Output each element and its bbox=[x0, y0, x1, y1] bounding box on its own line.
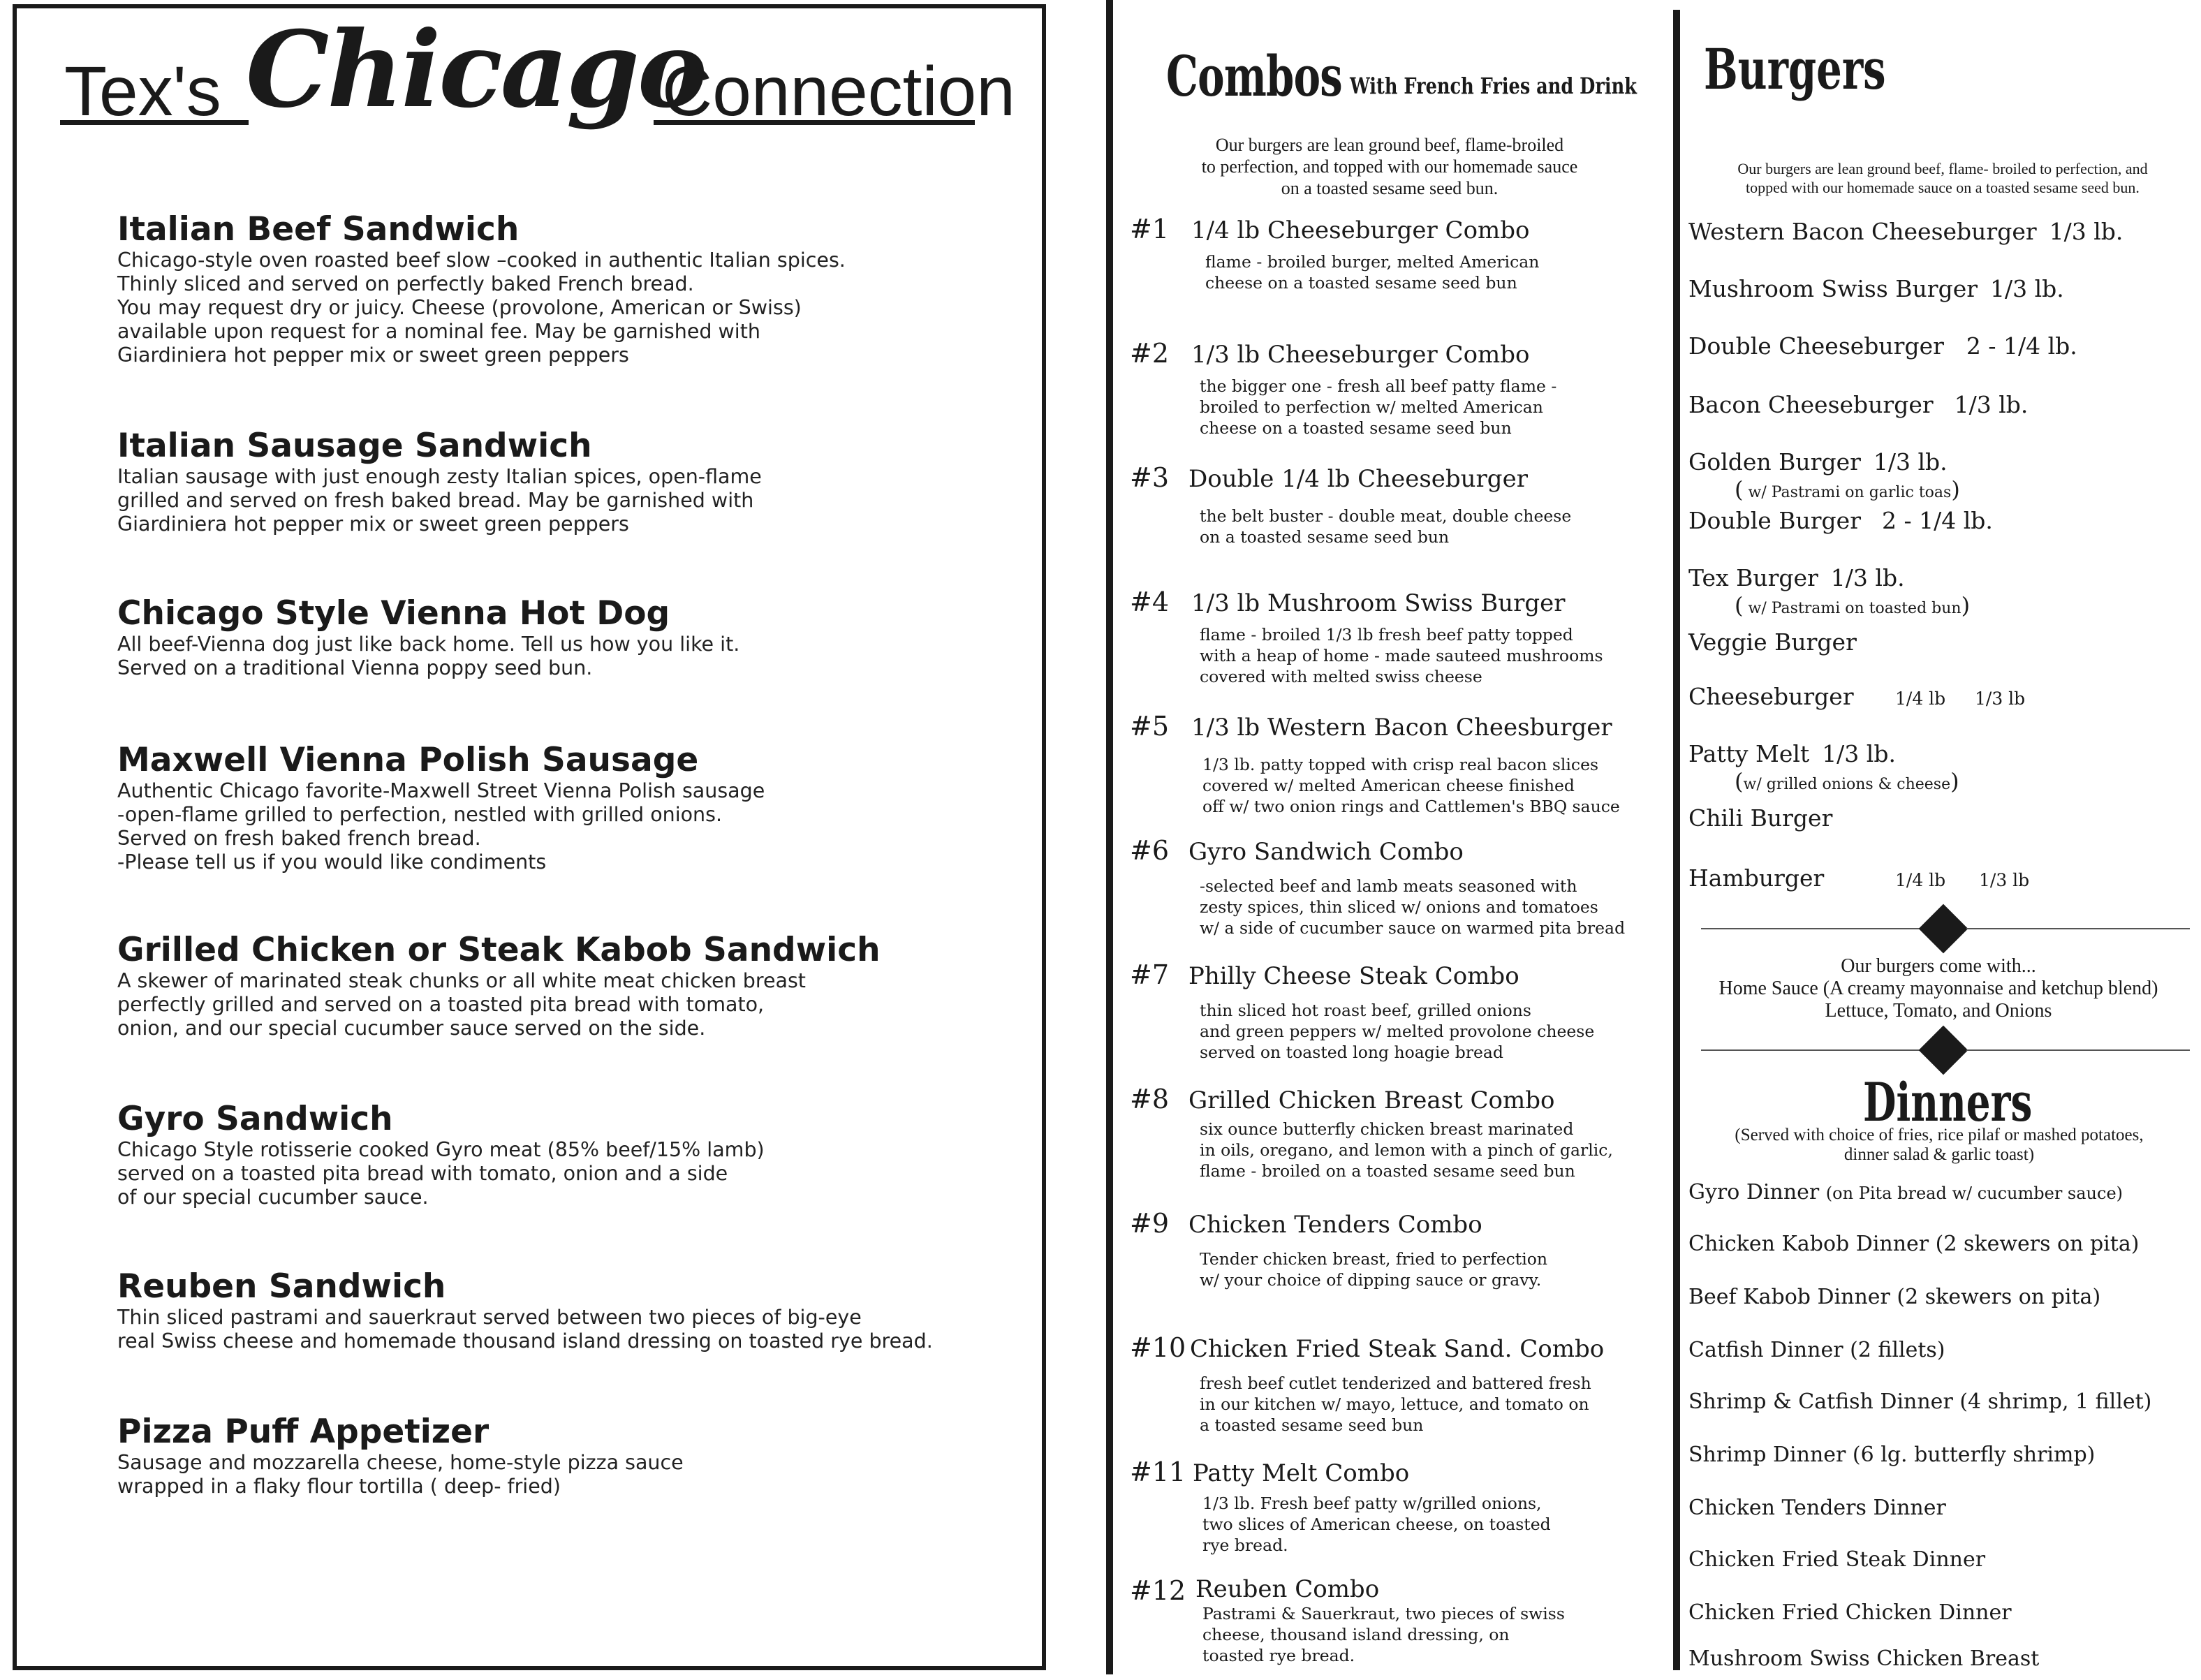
desc-line: covered w/ melted American cheese finished bbox=[1202, 776, 1575, 795]
desc-line: served on a toasted pita bread with tomato, onion and a side bbox=[117, 1162, 728, 1185]
desc-line: available upon request for a nominal fee. May be garnished with bbox=[117, 320, 760, 343]
burger-name: Double Burger bbox=[1688, 507, 1861, 534]
menu-item bbox=[117, 742, 997, 874]
size-option: 1/3 lb bbox=[1979, 870, 2030, 890]
combo-number: #5 bbox=[1130, 711, 1170, 742]
burger-item bbox=[1688, 740, 1896, 767]
burger-item bbox=[1688, 564, 1905, 591]
item-name: Gyro Sandwich bbox=[117, 1100, 393, 1138]
desc-line: cheese, thousand island dressing, on bbox=[1202, 1625, 1510, 1644]
intro-line: on a toasted sesame seed bun. bbox=[1281, 178, 1499, 198]
note-line: Lettuce, Tomato, and Onions bbox=[1825, 1000, 2052, 1022]
note-line: (Served with choice of fries, rice pilaf or mashed potatoes, bbox=[1735, 1126, 2144, 1144]
burger-item bbox=[1688, 218, 2123, 245]
note-text: w/ grilled onions & cheese bbox=[1743, 776, 1951, 793]
burger-name: Western Bacon Cheeseburger bbox=[1688, 218, 2037, 245]
burger-size: 1/3 lb. bbox=[1873, 448, 1948, 476]
dinner-name: Mushroom Swiss Chicken Breast bbox=[1688, 1646, 2040, 1671]
dinner-item bbox=[1688, 1547, 1985, 1572]
size-option: 1/3 lb bbox=[1975, 688, 2026, 709]
desc-line: a toasted sesame seed bun bbox=[1200, 1415, 1424, 1435]
desc-line: -open-flame grilled to perfection, nestled with grilled onions. bbox=[117, 803, 723, 826]
combo-name: Reuben Combo bbox=[1195, 1575, 1380, 1603]
desc-line: zesty spices, thin sliced w/ onions and tomatoes bbox=[1200, 897, 1598, 917]
combo-name: Chicken Tenders Combo bbox=[1188, 1211, 1482, 1239]
desc-line: grilled and served on fresh baked bread. May be garnished with bbox=[117, 489, 754, 512]
burger-name: Patty Melt bbox=[1688, 740, 1810, 767]
burger-toppings-note bbox=[1676, 955, 2201, 1022]
desc-line: on a toasted sesame seed bun bbox=[1200, 527, 1450, 547]
desc-line: Thin sliced pastrami and sauerkraut served between two pieces of big-eye bbox=[117, 1306, 862, 1329]
combo-number: #4 bbox=[1130, 587, 1170, 617]
size-option: 1/4 lb bbox=[1895, 688, 1946, 709]
dinner-name: Chicken Kabob Dinner (2 skewers on pita) bbox=[1688, 1232, 2140, 1256]
combo-description bbox=[1202, 1603, 1565, 1666]
burger-item bbox=[1688, 275, 2064, 302]
burger-item bbox=[1688, 507, 1993, 534]
desc-line: of our special cucumber sauce. bbox=[117, 1186, 429, 1209]
desc-line: Giardiniera hot pepper mix or sweet green peppers bbox=[117, 513, 629, 536]
combo-number: #3 bbox=[1130, 462, 1170, 493]
desc-line: the bigger one - fresh all beef patty flame - bbox=[1200, 376, 1557, 396]
burger-name: Double Cheeseburger bbox=[1688, 332, 1944, 360]
combo-description bbox=[1200, 624, 1603, 687]
menu-item bbox=[117, 1268, 997, 1353]
combo-number: #11 bbox=[1130, 1457, 1186, 1487]
dinner-item bbox=[1688, 1600, 2012, 1625]
desc-line: served on toasted long hoagie bread bbox=[1200, 1042, 1503, 1062]
desc-line: -selected beef and lamb meats seasoned with bbox=[1200, 876, 1577, 896]
desc-line: Giardiniera hot pepper mix or sweet green peppers bbox=[117, 344, 629, 367]
intro-line: topped with our homemade sauce on a toasted sesame seed bun. bbox=[1746, 179, 2140, 196]
burger-name: Bacon Cheeseburger bbox=[1688, 391, 1934, 418]
desc-line: real Swiss cheese and homemade thousand island dressing on toasted rye bread. bbox=[117, 1329, 933, 1353]
combo-description bbox=[1200, 876, 1625, 938]
dinner-name: Beef Kabob Dinner (2 skewers on pita) bbox=[1688, 1285, 2101, 1309]
ornament-divider bbox=[1701, 908, 2190, 950]
dinner-name: Chicken Tenders Dinner bbox=[1688, 1496, 1946, 1520]
column-divider-right bbox=[1673, 10, 1680, 1670]
burger-size: 1/3 lb. bbox=[1990, 275, 2064, 302]
burger-item bbox=[1688, 448, 1948, 476]
combo-name: Double 1/4 lb Cheeseburger bbox=[1188, 465, 1528, 493]
intro-line: to perfection, and topped with our homemade sauce bbox=[1201, 156, 1578, 177]
desc-line: Authentic Chicago favorite-Maxwell Street Vienna Polish sausage bbox=[117, 779, 765, 802]
note-line: Home Sauce (A creamy mayonnaise and ketchup blend) bbox=[1718, 978, 2158, 999]
desc-line: 1/3 lb. Fresh beef patty w/grilled onions, bbox=[1202, 1494, 1542, 1513]
desc-line: cheese on a toasted sesame seed bun bbox=[1200, 418, 1512, 438]
burger-name: Cheeseburger bbox=[1688, 683, 1854, 710]
item-name: Pizza Puff Appetizer bbox=[117, 1413, 489, 1451]
burger-item bbox=[1688, 864, 1824, 892]
desc-line: flame - broiled 1/3 lb fresh beef patty topped bbox=[1200, 625, 1573, 644]
desc-line: cheese on a toasted sesame seed bun bbox=[1205, 273, 1517, 293]
note-text: w/ Pastrami on toasted bun bbox=[1748, 600, 1961, 617]
desc-line: off w/ two onion rings and Cattlemen's BBQ sauce bbox=[1202, 797, 1620, 816]
desc-line: Italian sausage with just enough zesty Italian spices, open-flame bbox=[117, 465, 762, 488]
title-tex: Tex's bbox=[64, 52, 221, 131]
burger-item bbox=[1688, 332, 2077, 360]
desc-line: toasted rye bread. bbox=[1202, 1646, 1355, 1665]
burger-name: Golden Burger bbox=[1688, 448, 1861, 476]
item-description bbox=[117, 633, 997, 680]
combo-number: #1 bbox=[1130, 214, 1170, 244]
item-name: Reuben Sandwich bbox=[117, 1267, 446, 1306]
combo-name: 1/4 lb Cheeseburger Combo bbox=[1191, 216, 1530, 244]
item-name: Grilled Chicken or Steak Kabob Sandwich bbox=[117, 931, 881, 969]
item-description bbox=[117, 465, 997, 536]
dinners-note bbox=[1677, 1126, 2201, 1165]
item-description bbox=[117, 1306, 997, 1353]
combo-number: #2 bbox=[1130, 338, 1170, 369]
combo-description bbox=[1202, 754, 1620, 817]
burger-size: 1/3 lb. bbox=[1822, 740, 1896, 767]
combo-description bbox=[1200, 376, 1556, 439]
desc-line: wrapped in a flaky flour tortilla ( deep- fried) bbox=[117, 1475, 561, 1498]
dinner-item bbox=[1688, 1443, 2095, 1467]
combo-description bbox=[1205, 251, 1539, 293]
dinner-name: Shrimp Dinner (6 lg. butterfly shrimp) bbox=[1688, 1443, 2096, 1467]
combo-name: 1/3 lb Cheeseburger Combo bbox=[1191, 341, 1530, 369]
desc-line: A skewer of marinated steak chunks or all white meat chicken breast bbox=[117, 969, 806, 992]
desc-line: flame - broiled burger, melted American bbox=[1205, 252, 1540, 272]
desc-line: covered with melted swiss cheese bbox=[1200, 667, 1482, 686]
dinner-item bbox=[1688, 1338, 1945, 1362]
combo-number: #8 bbox=[1130, 1084, 1170, 1114]
desc-line: with a heap of home - made sauteed mushrooms bbox=[1200, 646, 1603, 665]
desc-line: fresh beef cutlet tenderized and battered fresh bbox=[1200, 1373, 1591, 1393]
burger-name: Veggie Burger bbox=[1688, 628, 1857, 656]
burger-item bbox=[1688, 683, 1854, 710]
combo-description bbox=[1200, 1373, 1591, 1436]
desc-line: 1/3 lb. patty topped with crisp real bacon slices bbox=[1202, 755, 1599, 774]
combo-name: Philly Cheese Steak Combo bbox=[1188, 962, 1519, 990]
note-line: dinner salad & garlic toast) bbox=[1843, 1145, 2035, 1164]
burger-size: 1/3 lb. bbox=[1954, 391, 2029, 418]
desc-line: Tender chicken breast, fried to perfection bbox=[1200, 1249, 1548, 1269]
burger-item bbox=[1688, 628, 1857, 656]
desc-line: onion, and our special cucumber sauce served on the side. bbox=[117, 1017, 706, 1040]
combos-title: Combos bbox=[1166, 43, 1343, 109]
dinner-name: Catfish Dinner (2 fillets) bbox=[1688, 1338, 1945, 1362]
item-description bbox=[117, 779, 997, 874]
combo-name: 1/3 lb Mushroom Swiss Burger bbox=[1191, 589, 1566, 617]
dinners-title: Dinners bbox=[1863, 1071, 2033, 1133]
restaurant-title bbox=[46, 8, 1015, 163]
item-name: Chicago Style Vienna Hot Dog bbox=[117, 594, 670, 633]
combo-description bbox=[1200, 1119, 1613, 1181]
combo-name: Patty Melt Combo bbox=[1193, 1459, 1410, 1487]
combo-number: #9 bbox=[1130, 1208, 1170, 1239]
burger-size: 2 - 1/4 lb. bbox=[1881, 507, 1993, 534]
burger-note: ( w/ Pastrami on garlic toas) bbox=[1735, 476, 1960, 503]
desc-line: -Please tell us if you would like condiments bbox=[117, 850, 547, 874]
desc-line: the belt buster - double meat, double cheese bbox=[1200, 506, 1572, 526]
note-line: Our burgers come with... bbox=[1841, 955, 2036, 977]
dinner-item bbox=[1688, 1180, 2123, 1204]
desc-line: thin sliced hot roast beef, grilled onions bbox=[1200, 1001, 1531, 1020]
menu-item bbox=[117, 427, 997, 536]
desc-line: Pastrami & Sauerkraut, two pieces of swiss bbox=[1202, 1604, 1565, 1623]
item-description bbox=[117, 249, 997, 367]
desc-line: Thinly sliced and served on perfectly baked French bread. bbox=[117, 272, 694, 295]
desc-line: w/ a side of cucumber sauce on warmed pita bread bbox=[1200, 918, 1626, 938]
combo-description bbox=[1200, 1248, 1547, 1290]
dinner-item bbox=[1688, 1496, 1946, 1520]
burger-note: (w/ grilled onions & cheese) bbox=[1735, 768, 1959, 795]
item-name: Italian Beef Sandwich bbox=[117, 210, 520, 249]
desc-line: Served on fresh baked french bread. bbox=[117, 827, 481, 850]
dinner-item bbox=[1688, 1390, 2151, 1414]
intro-line: Our burgers are lean ground beef, flame-broiled bbox=[1215, 135, 1564, 155]
dinner-item bbox=[1688, 1285, 2100, 1309]
desc-line: two slices of American cheese, on toasted bbox=[1202, 1515, 1551, 1534]
menu-item bbox=[117, 1413, 997, 1498]
desc-line: flame - broiled on a toasted sesame seed bun bbox=[1200, 1161, 1575, 1181]
item-description bbox=[117, 969, 997, 1040]
combos-header bbox=[1166, 43, 1637, 109]
dinner-name: Chicken Fried Chicken Dinner bbox=[1688, 1600, 2012, 1625]
combo-number: #6 bbox=[1130, 835, 1170, 866]
burger-item bbox=[1688, 391, 2028, 418]
burger-size: 1/3 lb. bbox=[1830, 564, 1905, 591]
desc-line: six ounce butterfly chicken breast marinated bbox=[1200, 1119, 1574, 1139]
dinner-name: Chicken Fried Steak Dinner bbox=[1688, 1547, 1986, 1572]
combos-intro bbox=[1159, 134, 1620, 199]
title-chicago-logo: Chicago bbox=[246, 8, 705, 131]
size-option: 1/4 lb bbox=[1895, 870, 1946, 890]
burger-name: Tex Burger bbox=[1688, 564, 1818, 591]
title-connection: Connection bbox=[662, 52, 1015, 131]
intro-line: Our burgers are lean ground beef, flame- broiled to perfection, and bbox=[1737, 160, 2148, 177]
menu-item bbox=[117, 931, 997, 1040]
item-name: Maxwell Vienna Polish Sausage bbox=[117, 741, 699, 779]
dinner-name: Gyro Dinner bbox=[1688, 1180, 1820, 1204]
desc-line: Chicago Style rotisserie cooked Gyro meat (85% beef/15% lamb) bbox=[117, 1138, 765, 1161]
combos-subtitle: With French Fries and Drink bbox=[1350, 73, 1637, 99]
burgers-title: Burgers bbox=[1704, 36, 1886, 102]
burger-size: 1/3 lb. bbox=[2049, 218, 2123, 245]
combo-description bbox=[1200, 506, 1571, 547]
combo-name: 1/3 lb Western Bacon Cheesburger bbox=[1191, 714, 1612, 742]
combo-name: Chicken Fried Steak Sand. Combo bbox=[1190, 1335, 1605, 1363]
combo-number: #12 bbox=[1130, 1575, 1186, 1606]
burger-size: 2 - 1/4 lb. bbox=[1966, 332, 2077, 360]
note-text: w/ Pastrami on garlic toas bbox=[1748, 484, 1952, 501]
dinner-item bbox=[1688, 1232, 2139, 1256]
item-name: Italian Sausage Sandwich bbox=[117, 427, 592, 465]
menu-item bbox=[117, 1100, 997, 1209]
menu-item bbox=[117, 595, 997, 680]
diamond-icon bbox=[1919, 1026, 1968, 1075]
desc-line: Sausage and mozzarella cheese, home-style pizza sauce bbox=[117, 1451, 684, 1474]
dinner-detail: (on Pita bread w/ cucumber sauce) bbox=[1825, 1184, 2123, 1203]
burger-name: Hamburger bbox=[1688, 864, 1825, 892]
combo-name: Grilled Chicken Breast Combo bbox=[1188, 1086, 1555, 1114]
burgers-intro bbox=[1684, 159, 2201, 197]
combo-number: #10 bbox=[1130, 1332, 1186, 1363]
combo-name: Gyro Sandwich Combo bbox=[1188, 838, 1464, 866]
burger-name: Mushroom Swiss Burger bbox=[1688, 275, 1978, 302]
combo-description bbox=[1200, 1000, 1594, 1063]
combo-description bbox=[1202, 1493, 1551, 1556]
burger-item bbox=[1688, 804, 1832, 832]
desc-line: perfectly grilled and served on a toasted pita bread with tomato, bbox=[117, 993, 765, 1016]
item-description bbox=[117, 1451, 997, 1498]
dinner-name: Shrimp & Catfish Dinner (4 shrimp, 1 fillet) bbox=[1688, 1390, 2152, 1414]
desc-line: You may request dry or juicy. Cheese (provolone, American or Swiss) bbox=[117, 296, 802, 319]
column-divider-left bbox=[1106, 0, 1113, 1674]
desc-line: in our kitchen w/ mayo, lettuce, and tomato on bbox=[1200, 1394, 1589, 1414]
ornament-divider bbox=[1701, 1029, 2190, 1071]
desc-line: rye bread. bbox=[1202, 1535, 1288, 1555]
burger-name: Chili Burger bbox=[1688, 804, 1833, 832]
menu-item bbox=[117, 211, 997, 367]
desc-line: Served on a traditional Vienna poppy seed bun. bbox=[117, 656, 593, 679]
desc-line: Chicago-style oven roasted beef slow –cooked in authentic Italian spices. bbox=[117, 249, 846, 272]
desc-line: w/ your choice of dipping sauce or gravy. bbox=[1200, 1270, 1542, 1290]
desc-line: in oils, oregano, and lemon with a pinch of garlic, bbox=[1200, 1140, 1613, 1160]
item-description bbox=[117, 1138, 997, 1209]
burger-note: ( w/ Pastrami on toasted bun) bbox=[1735, 592, 1971, 619]
dinner-item bbox=[1688, 1646, 2039, 1671]
diamond-icon bbox=[1919, 904, 1968, 954]
desc-line: All beef-Vienna dog just like back home. Tell us how you like it. bbox=[117, 633, 740, 656]
desc-line: and green peppers w/ melted provolone cheese bbox=[1200, 1022, 1595, 1041]
desc-line: broiled to perfection w/ melted American bbox=[1200, 397, 1543, 417]
combo-number: #7 bbox=[1130, 959, 1170, 990]
